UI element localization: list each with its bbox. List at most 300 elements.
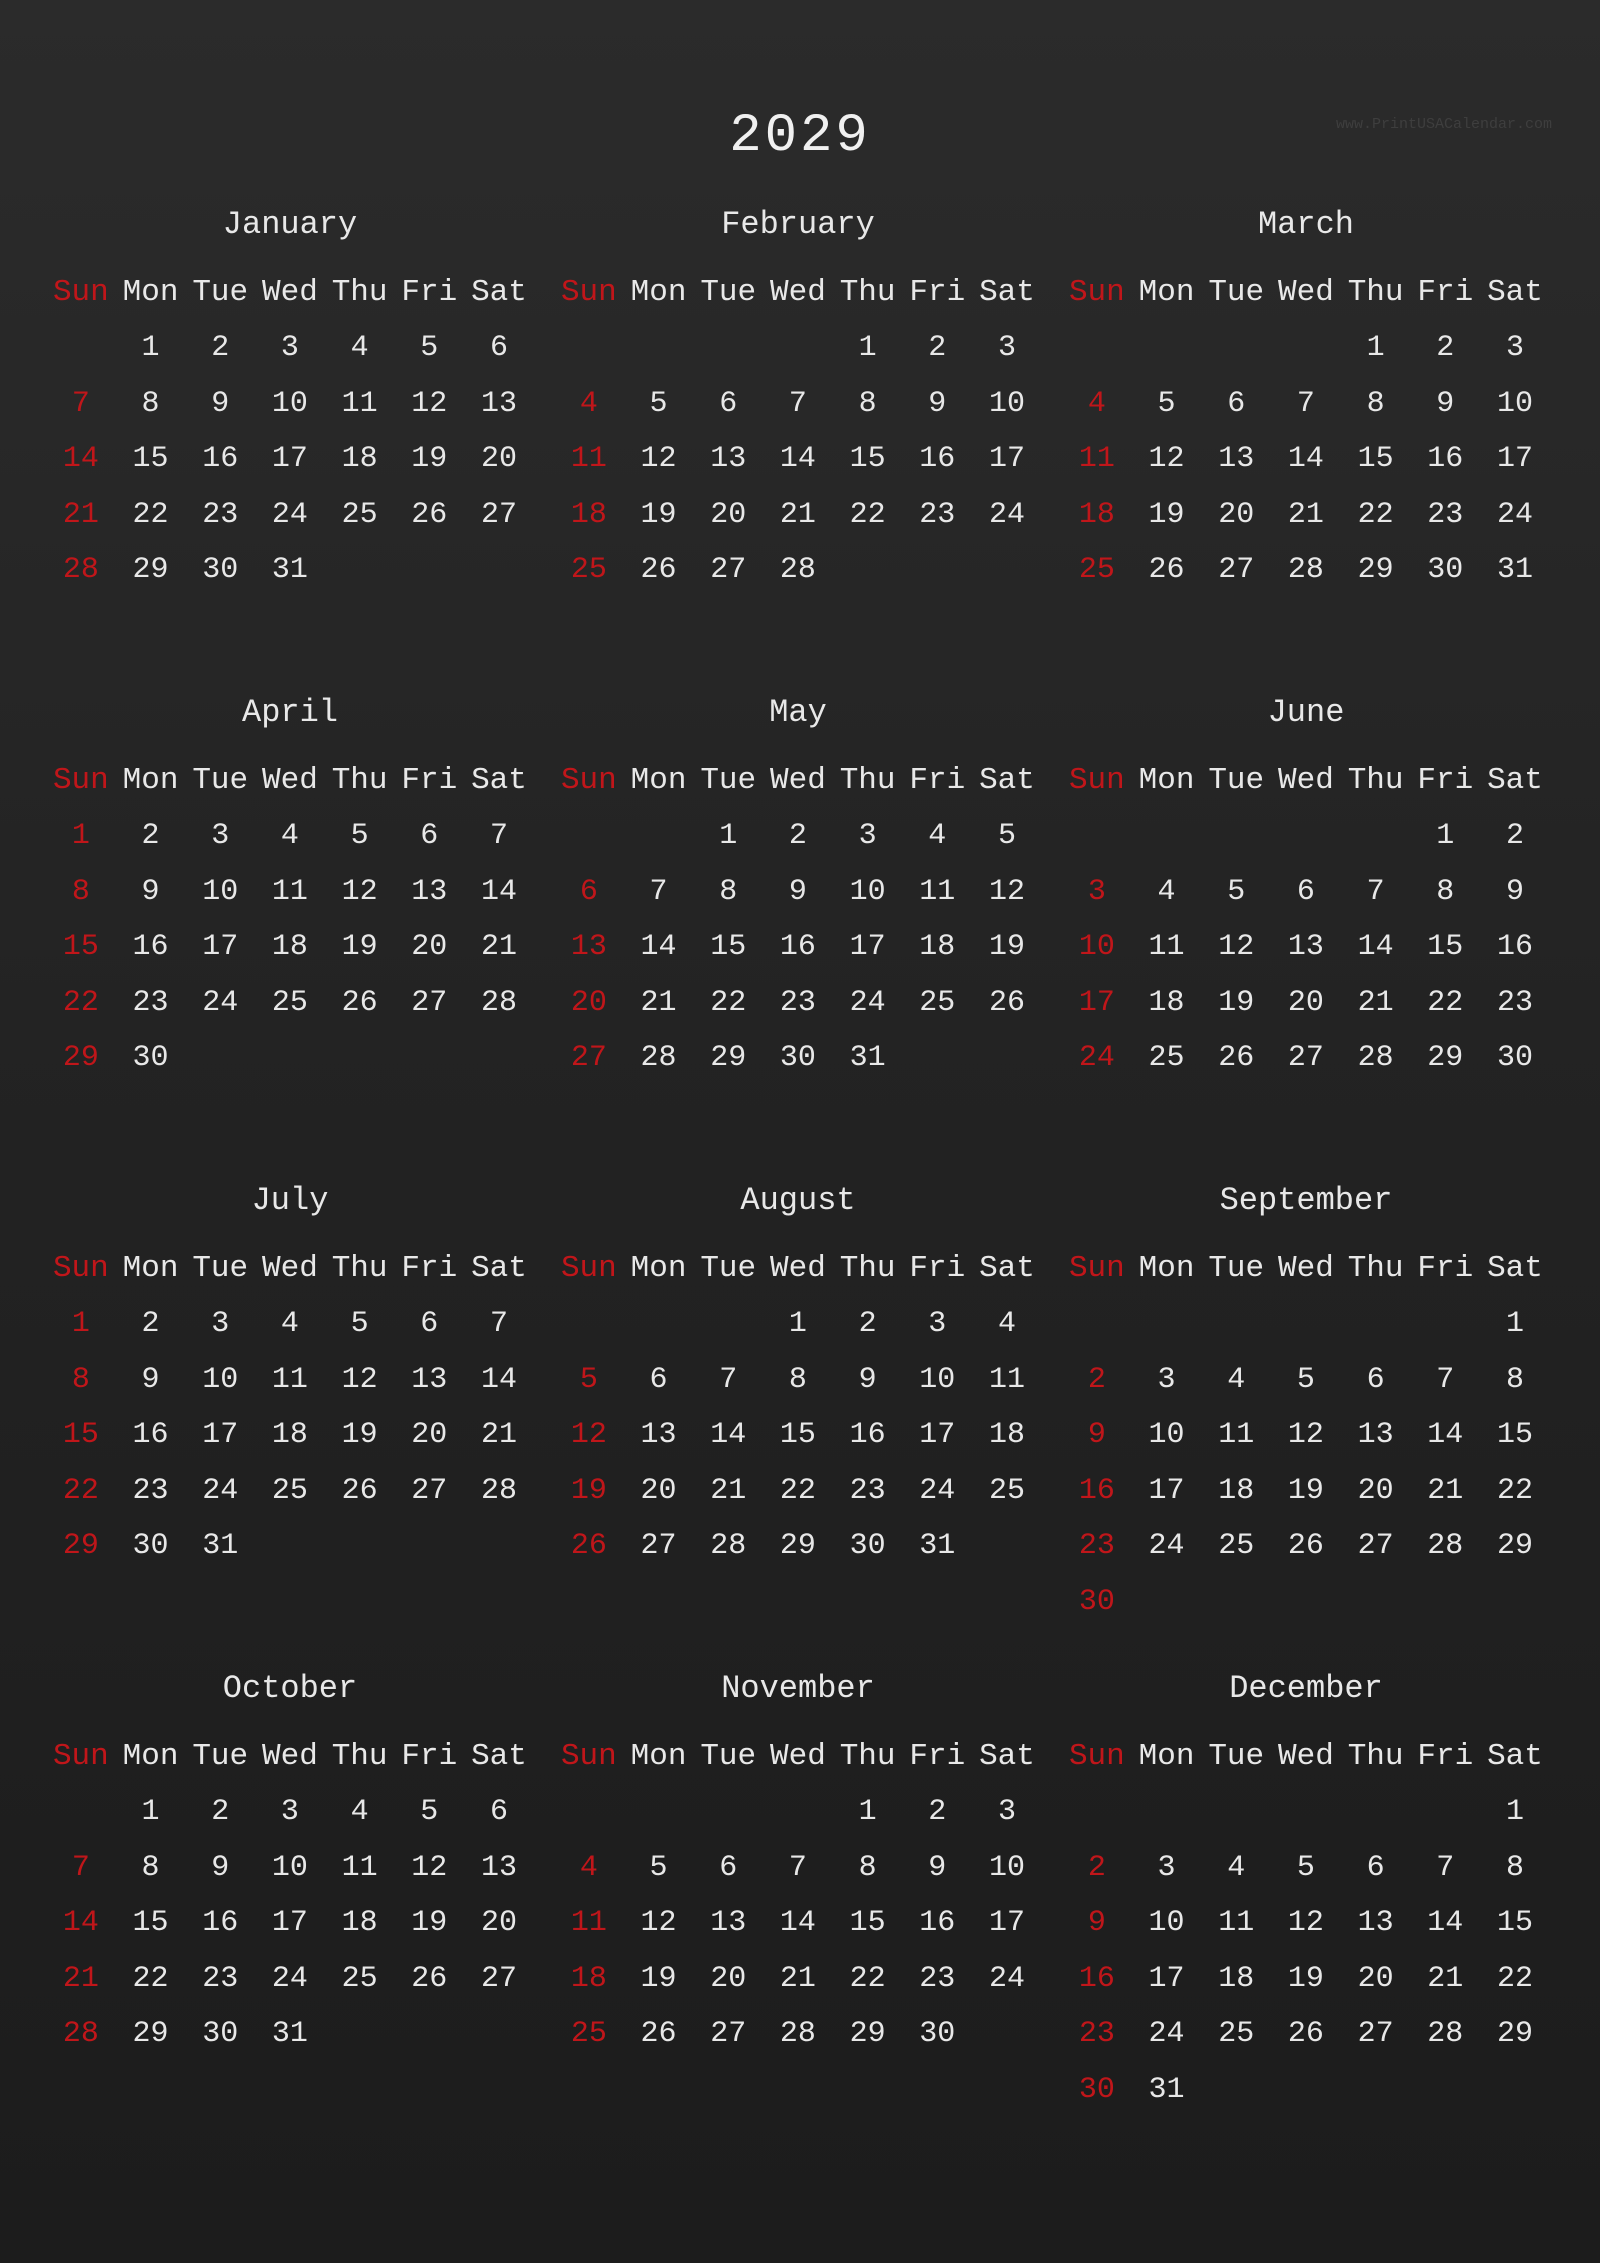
day-cell: 27: [480, 497, 517, 532]
day-cell: 30: [1427, 553, 1464, 587]
weekday-thu: Thu: [331, 275, 388, 310]
day-cell: 16: [1496, 930, 1533, 964]
day-cell: 9: [211, 1850, 230, 1885]
day-cell: 13: [1357, 1418, 1394, 1452]
weekday-mon: Mon: [1138, 1251, 1195, 1286]
day-cell: 19: [640, 1961, 677, 1996]
day-cell: 27: [480, 1961, 517, 1996]
day-cell: 23: [202, 497, 239, 532]
weekday-thu: Thu: [839, 275, 896, 310]
day-cell: 14: [62, 442, 99, 476]
month-name: March: [1257, 206, 1354, 243]
day-cell: 5: [579, 1362, 598, 1397]
day-cell: 29: [132, 2017, 169, 2051]
day-cell: 12: [341, 1362, 378, 1397]
day-cell: 30: [132, 1529, 169, 1563]
day-cell: 14: [62, 1906, 99, 1940]
weekday-wed: Wed: [770, 275, 826, 310]
day-cell: 27: [1357, 2017, 1394, 2051]
day-cell: 6: [649, 1362, 668, 1397]
day-cell: 17: [271, 1906, 308, 1940]
day-cell: 6: [489, 1795, 508, 1829]
day-cell: 21: [779, 497, 816, 532]
day-cell: 1: [1366, 331, 1385, 365]
day-cell: 2: [858, 1307, 877, 1341]
day-cell: 30: [1496, 1041, 1533, 1075]
day-cell: 29: [62, 1041, 99, 1075]
day-cell: 26: [411, 497, 448, 532]
day-cell: 14: [480, 1362, 517, 1397]
weekday-mon: Mon: [122, 275, 179, 310]
weekday-wed: Wed: [770, 1251, 826, 1286]
day-cell: 17: [1148, 1961, 1185, 1996]
day-cell: 28: [779, 553, 816, 587]
day-grid: [1062, 816, 1550, 1094]
weekday-fri: Fri: [909, 1251, 966, 1286]
weekday-wed: Wed: [262, 275, 318, 310]
day-cell: 30: [779, 1041, 816, 1075]
day-cell: 27: [1357, 1529, 1394, 1563]
day-cell: 1: [1505, 1307, 1524, 1341]
day-cell: 24: [271, 497, 308, 532]
month-march: [1062, 205, 1550, 693]
day-cell: 26: [1148, 553, 1185, 587]
weekday-thu: Thu: [839, 763, 896, 798]
day-cell: 22: [849, 497, 886, 532]
day-cell: 15: [849, 442, 886, 476]
weekday-mon: Mon: [630, 275, 687, 310]
day-cell: 24: [988, 1961, 1025, 1996]
day-cell: 19: [411, 1906, 448, 1940]
day-cell: 13: [710, 442, 747, 476]
weekday-sat: Sat: [979, 1251, 1035, 1286]
weekday-sun: Sun: [560, 763, 617, 798]
day-cell: 11: [1078, 442, 1115, 476]
day-cell: 20: [570, 985, 607, 1020]
month-name: October: [222, 1670, 358, 1707]
weekday-wed: Wed: [262, 763, 318, 798]
day-cell: 6: [719, 1850, 738, 1885]
day-cell: 6: [579, 874, 598, 909]
day-cell: 8: [858, 1850, 877, 1885]
day-cell: 16: [779, 930, 816, 964]
day-cell: 28: [1357, 1041, 1394, 1075]
day-cell: 30: [849, 1529, 886, 1563]
day-cell: 12: [988, 874, 1025, 909]
month-name: May: [769, 694, 827, 731]
weekday-wed: Wed: [1278, 763, 1334, 798]
day-cell: 28: [62, 553, 99, 587]
weekday-thu: Thu: [331, 763, 388, 798]
day-cell: 3: [280, 1795, 299, 1829]
day-cell: 9: [1505, 874, 1524, 909]
weekday-header: [46, 1737, 534, 1777]
day-cell: 4: [350, 1795, 369, 1829]
day-cell: 27: [710, 2017, 747, 2051]
day-cell: 9: [928, 386, 947, 421]
day-cell: 23: [849, 1473, 886, 1508]
day-cell: 31: [1148, 2072, 1185, 2107]
day-cell: 2: [1087, 1850, 1106, 1885]
month-name: August: [740, 1182, 856, 1219]
day-cell: 8: [788, 1362, 807, 1397]
day-cell: 16: [202, 1906, 239, 1940]
day-cell: 4: [1227, 1362, 1246, 1397]
weekday-fri: Fri: [909, 275, 966, 310]
day-cell: 11: [919, 874, 956, 909]
weekday-tue: Tue: [192, 1739, 249, 1774]
day-cell: 6: [1366, 1850, 1385, 1885]
day-cell: 9: [1436, 386, 1455, 421]
weekday-sat: Sat: [979, 763, 1035, 798]
day-cell: 27: [411, 1473, 448, 1508]
weekday-sat: Sat: [471, 275, 527, 310]
day-cell: 12: [1287, 1418, 1324, 1452]
day-cell: 24: [1148, 2017, 1185, 2051]
weekday-sun: Sun: [560, 1739, 617, 1774]
day-cell: 11: [341, 1850, 378, 1885]
weekday-header: [1062, 1737, 1550, 1777]
day-cell: 24: [202, 985, 239, 1020]
month-october: [46, 1669, 534, 2157]
day-cell: 25: [570, 2017, 607, 2051]
day-cell: 12: [411, 1850, 448, 1885]
day-cell: 9: [141, 874, 160, 909]
day-cell: 28: [480, 1473, 517, 1508]
weekday-thu: Thu: [839, 1739, 896, 1774]
day-cell: 5: [997, 819, 1016, 853]
day-cell: 25: [341, 1961, 378, 1996]
day-cell: 10: [1496, 386, 1533, 421]
day-cell: 15: [710, 930, 747, 964]
day-cell: 15: [1357, 442, 1394, 476]
day-cell: 30: [1078, 2072, 1115, 2107]
day-cell: 8: [141, 386, 160, 421]
day-cell: 9: [788, 874, 807, 909]
day-cell: 27: [411, 985, 448, 1020]
weekday-fri: Fri: [401, 1251, 458, 1286]
day-cell: 15: [62, 1418, 99, 1452]
day-cell: 18: [570, 497, 607, 532]
weekday-tue: Tue: [192, 275, 249, 310]
day-cell: 3: [928, 1307, 947, 1341]
day-grid: [46, 328, 534, 606]
day-cell: 21: [1427, 1473, 1464, 1508]
day-cell: 13: [411, 874, 448, 909]
day-cell: 2: [211, 1795, 230, 1829]
day-cell: 10: [849, 874, 886, 909]
day-cell: 31: [849, 1041, 886, 1075]
weekday-thu: Thu: [839, 1251, 896, 1286]
day-cell: 5: [420, 331, 439, 365]
weekday-sat: Sat: [1487, 275, 1543, 310]
day-cell: 10: [271, 386, 308, 421]
day-cell: 11: [271, 1362, 308, 1397]
day-cell: 2: [928, 331, 947, 365]
day-cell: 22: [1427, 985, 1464, 1020]
weekday-tue: Tue: [1208, 1739, 1265, 1774]
weekday-header: [554, 1737, 1042, 1777]
weekday-sat: Sat: [1487, 1251, 1543, 1286]
day-cell: 16: [1078, 1961, 1115, 1996]
day-cell: 13: [640, 1418, 677, 1452]
day-cell: 15: [1496, 1418, 1533, 1452]
day-cell: 1: [858, 1795, 877, 1829]
day-cell: 17: [988, 442, 1025, 476]
weekday-mon: Mon: [1138, 1739, 1195, 1774]
day-cell: 30: [1078, 1584, 1115, 1619]
day-cell: 8: [141, 1850, 160, 1885]
day-cell: 23: [132, 985, 169, 1020]
month-name: February: [721, 206, 875, 243]
day-cell: 7: [71, 386, 90, 421]
day-cell: 3: [211, 1307, 230, 1341]
day-cell: 3: [1087, 874, 1106, 909]
day-cell: 16: [132, 1418, 169, 1452]
day-cell: 15: [1496, 1906, 1533, 1940]
weekday-wed: Wed: [1278, 1739, 1334, 1774]
day-cell: 31: [919, 1529, 956, 1563]
day-cell: 11: [1218, 1418, 1255, 1452]
month-name: June: [1267, 694, 1345, 731]
day-cell: 19: [570, 1473, 607, 1508]
day-cell: 13: [710, 1906, 747, 1940]
day-cell: 5: [1227, 874, 1246, 909]
day-cell: 5: [649, 1850, 668, 1885]
day-cell: 26: [1287, 1529, 1324, 1563]
day-cell: 27: [1218, 553, 1255, 587]
day-cell: 14: [1287, 442, 1324, 476]
day-cell: 22: [132, 1961, 169, 1996]
month-january: [46, 205, 534, 693]
day-cell: 3: [997, 331, 1016, 365]
day-cell: 13: [480, 386, 517, 421]
month-april: [46, 693, 534, 1181]
day-cell: 26: [640, 2017, 677, 2051]
day-cell: 22: [1496, 1961, 1533, 1996]
day-cell: 7: [719, 1362, 738, 1397]
day-cell: 17: [988, 1906, 1025, 1940]
weekday-wed: Wed: [262, 1251, 318, 1286]
day-cell: 17: [1496, 442, 1533, 476]
day-cell: 24: [919, 1473, 956, 1508]
day-cell: 9: [1087, 1418, 1106, 1452]
day-cell: 5: [649, 386, 668, 421]
months-grid: [46, 205, 1554, 2157]
month-may: [554, 693, 1042, 1181]
watermark-url: www.PrintUSACalendar.com: [1335, 116, 1552, 133]
day-cell: 8: [1366, 386, 1385, 421]
weekday-mon: Mon: [630, 1251, 687, 1286]
weekday-header: [554, 1249, 1042, 1289]
day-cell: 23: [202, 1961, 239, 1996]
day-cell: 13: [1218, 442, 1255, 476]
day-grid: [554, 1304, 1042, 1582]
day-cell: 12: [1148, 442, 1185, 476]
weekday-fri: Fri: [401, 275, 458, 310]
day-cell: 22: [849, 1961, 886, 1996]
weekday-sun: Sun: [52, 763, 109, 798]
day-cell: 29: [62, 1529, 99, 1563]
day-grid: [46, 1792, 534, 2070]
day-cell: 17: [849, 930, 886, 964]
day-cell: 14: [779, 1906, 816, 1940]
day-cell: 26: [411, 1961, 448, 1996]
weekday-tue: Tue: [1208, 1251, 1265, 1286]
day-cell: 2: [1505, 819, 1524, 853]
day-cell: 9: [1087, 1906, 1106, 1940]
year-title: 2029: [729, 106, 871, 167]
day-cell: 11: [271, 874, 308, 909]
day-cell: 31: [202, 1529, 239, 1563]
weekday-sat: Sat: [1487, 763, 1543, 798]
day-cell: 10: [988, 1850, 1025, 1885]
day-cell: 13: [570, 930, 607, 964]
day-cell: 20: [411, 930, 448, 964]
weekday-header: [46, 761, 534, 801]
weekday-thu: Thu: [1347, 275, 1404, 310]
day-cell: 16: [202, 442, 239, 476]
day-cell: 18: [1218, 1473, 1255, 1508]
weekday-tue: Tue: [700, 275, 757, 310]
day-cell: 25: [1078, 553, 1115, 587]
day-grid: [46, 1304, 534, 1582]
day-cell: 11: [1218, 1906, 1255, 1940]
day-cell: 16: [919, 1906, 956, 1940]
weekday-tue: Tue: [700, 1251, 757, 1286]
day-cell: 30: [202, 2017, 239, 2051]
day-grid: [46, 816, 534, 1094]
day-cell: 28: [1427, 2017, 1464, 2051]
day-cell: 1: [1436, 819, 1455, 853]
day-grid: [1062, 328, 1550, 606]
day-cell: 21: [480, 1418, 517, 1452]
day-cell: 29: [1357, 553, 1394, 587]
day-cell: 8: [71, 874, 90, 909]
day-cell: 25: [988, 1473, 1025, 1508]
day-cell: 27: [710, 553, 747, 587]
day-cell: 3: [997, 1795, 1016, 1829]
day-cell: 25: [570, 553, 607, 587]
weekday-wed: Wed: [770, 763, 826, 798]
day-cell: 14: [1427, 1906, 1464, 1940]
weekday-fri: Fri: [401, 763, 458, 798]
day-cell: 30: [202, 553, 239, 587]
day-cell: 10: [1148, 1418, 1185, 1452]
day-cell: 1: [858, 331, 877, 365]
day-cell: 28: [1287, 553, 1324, 587]
day-cell: 18: [341, 1906, 378, 1940]
day-cell: 20: [640, 1473, 677, 1508]
day-cell: 22: [132, 497, 169, 532]
day-cell: 4: [1157, 874, 1176, 909]
day-cell: 7: [1366, 874, 1385, 909]
day-cell: 29: [1496, 1529, 1533, 1563]
day-cell: 16: [1078, 1473, 1115, 1508]
day-cell: 26: [1218, 1041, 1255, 1075]
day-cell: 6: [1366, 1362, 1385, 1397]
day-cell: 12: [341, 874, 378, 909]
weekday-sat: Sat: [1487, 1739, 1543, 1774]
weekday-mon: Mon: [630, 1739, 687, 1774]
day-cell: 12: [1287, 1906, 1324, 1940]
day-cell: 24: [1496, 497, 1533, 532]
month-june: [1062, 693, 1550, 1181]
month-november: [554, 1669, 1042, 2157]
day-cell: 29: [710, 1041, 747, 1075]
weekday-wed: Wed: [1278, 275, 1334, 310]
day-cell: 21: [1357, 985, 1394, 1020]
day-cell: 4: [997, 1307, 1016, 1341]
day-cell: 7: [1296, 386, 1315, 421]
day-grid: [1062, 1792, 1550, 2125]
day-cell: 2: [1087, 1362, 1106, 1397]
weekday-header: [1062, 273, 1550, 313]
day-cell: 12: [640, 1906, 677, 1940]
day-cell: 20: [1357, 1961, 1394, 1996]
day-cell: 25: [341, 497, 378, 532]
day-cell: 20: [710, 497, 747, 532]
day-cell: 25: [1148, 1041, 1185, 1075]
month-name: November: [721, 1670, 875, 1707]
day-cell: 7: [1436, 1362, 1455, 1397]
weekday-thu: Thu: [1347, 763, 1404, 798]
day-cell: 21: [640, 985, 677, 1020]
day-cell: 25: [271, 985, 308, 1020]
weekday-tue: Tue: [1208, 763, 1265, 798]
day-cell: 19: [988, 930, 1025, 964]
day-cell: 21: [480, 930, 517, 964]
weekday-wed: Wed: [770, 1739, 826, 1774]
day-cell: 27: [570, 1041, 607, 1075]
day-cell: 27: [1287, 1041, 1324, 1075]
day-cell: 7: [788, 386, 807, 421]
weekday-fri: Fri: [1417, 1739, 1474, 1774]
day-cell: 1: [141, 1795, 160, 1829]
day-cell: 25: [1218, 2017, 1255, 2051]
day-cell: 4: [1227, 1850, 1246, 1885]
day-cell: 8: [1505, 1362, 1524, 1397]
day-cell: 31: [1496, 553, 1533, 587]
month-september: [1062, 1181, 1550, 1669]
month-july: [46, 1181, 534, 1669]
day-cell: 4: [579, 386, 598, 421]
day-cell: 7: [788, 1850, 807, 1885]
day-cell: 2: [928, 1795, 947, 1829]
day-cell: 29: [779, 1529, 816, 1563]
day-cell: 22: [1357, 497, 1394, 532]
day-cell: 8: [71, 1362, 90, 1397]
day-cell: 19: [640, 497, 677, 532]
day-cell: 23: [1427, 497, 1464, 532]
day-cell: 28: [1427, 1529, 1464, 1563]
day-cell: 24: [202, 1473, 239, 1508]
day-cell: 13: [411, 1362, 448, 1397]
day-cell: 26: [1287, 2017, 1324, 2051]
day-cell: 9: [211, 386, 230, 421]
day-cell: 20: [1357, 1473, 1394, 1508]
day-cell: 25: [919, 985, 956, 1020]
weekday-tue: Tue: [1208, 275, 1265, 310]
month-name: April: [241, 694, 338, 731]
day-cell: 20: [480, 1906, 517, 1940]
day-cell: 16: [132, 930, 169, 964]
day-cell: 19: [1287, 1473, 1324, 1508]
day-cell: 22: [1496, 1473, 1533, 1508]
weekday-fri: Fri: [1417, 763, 1474, 798]
day-cell: 16: [1427, 442, 1464, 476]
day-cell: 9: [858, 1362, 877, 1397]
